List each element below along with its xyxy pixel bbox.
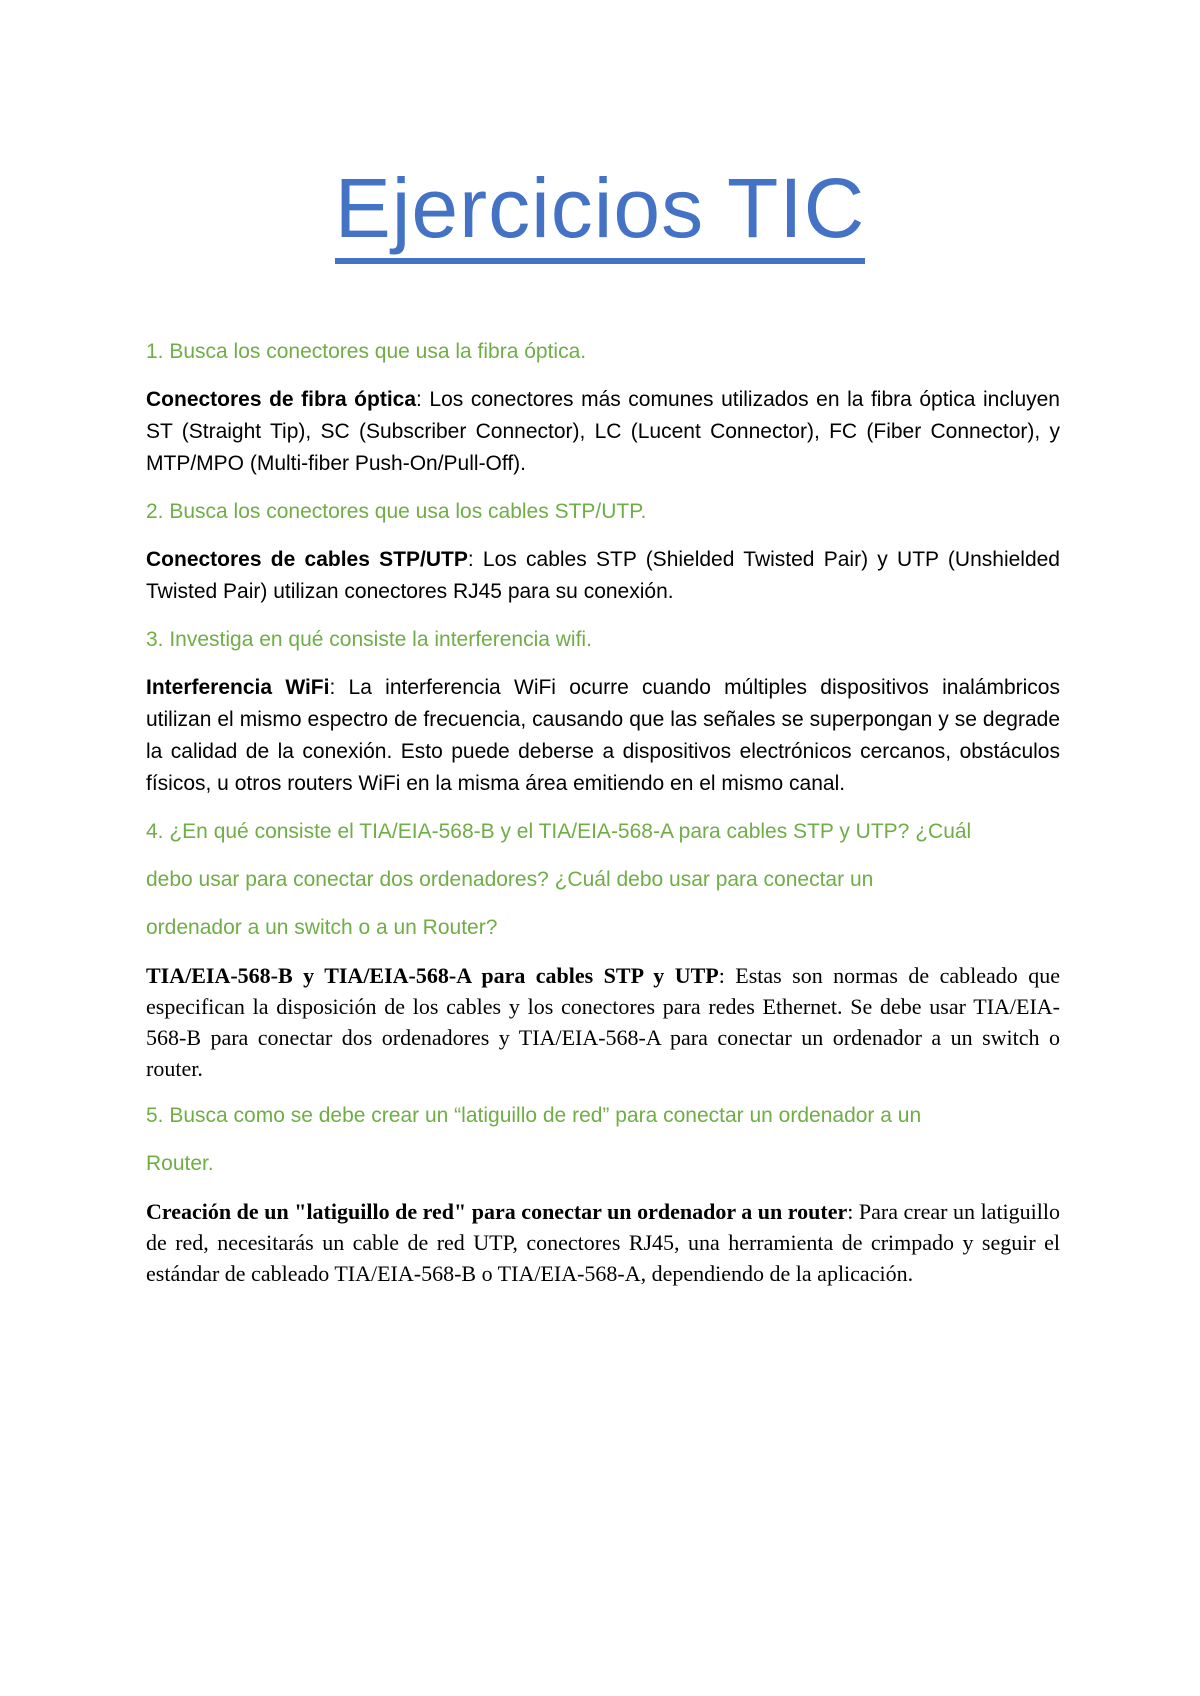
answer-2-text: : Los cables STP (Shielded Twisted Pair) y UTP (Unshielded Twisted Pair) utilizan conectores RJ45 para su conexión.: [146, 548, 1060, 603]
question-2: 2. Busca los conectores que usa los cables STP/UTP.: [146, 500, 647, 523]
answer-2: [146, 544, 1060, 608]
document-title: [0, 160, 1200, 264]
question-5-line-1: 5. Busca como se debe crear un “latiguillo de red” para conectar un ordenador a un: [146, 1104, 922, 1127]
answer-1-term: Conectores de fibra óptica: [146, 388, 417, 411]
question-4-line-2: debo usar para conectar dos ordenadores? ¿Cuál debo usar para conectar un: [146, 868, 874, 891]
document-body: [146, 336, 1060, 1305]
answer-1-text: : Los conectores más comunes utilizados en la fibra óptica incluyen ST (Straight Tip), SC (Subscriber Connector), LC (Lucent Connector), FC (Fiber Connector), y MTP/MPO (Multi-fiber Push-On/Pull-Off).: [146, 388, 1060, 475]
question-5-line-2: Router.: [146, 1152, 214, 1175]
answer-5-text: : Para crear un latiguillo de red, necesitarás un cable de red UTP, conectores RJ45, una herramienta de crimpado y seguir el estándar de cableado TIA/EIA-568-B o TIA/EIA-568-A, dependiendo de la aplicación.: [146, 1199, 1061, 1286]
answer-3-text: : La interferencia WiFi ocurre cuando múltiples dispositivos inalámbricos utilizan el mismo espectro de frecuencia, causando que las señales se superpongan y se degrade la calidad de la conexión. Esto puede deberse a dispositivos electrónicos cercanos, obstáculos físicos, u otros routers WiFi en la misma área emitiendo en el mismo canal.: [146, 676, 1060, 795]
answer-1: [146, 384, 1060, 480]
answer-5: [146, 1196, 1060, 1289]
answer-3: [146, 672, 1060, 800]
answer-3-term: Interferencia WiFi: [146, 676, 330, 699]
answer-2-term: Conectores de cables STP/UTP: [146, 548, 468, 571]
answer-5-term: Creación de un "latiguillo de red" para conectar un ordenador a un router: [146, 1199, 848, 1224]
answer-4-term: TIA/EIA-568-B y TIA/EIA-568-A para cables STP y UTP: [146, 963, 719, 988]
answer-4: [146, 960, 1060, 1084]
document-title-text: Ejercicios TIC: [335, 160, 866, 264]
question-1: 1. Busca los conectores que usa la fibra óptica.: [146, 340, 587, 363]
answer-4-text: : Estas son normas de cableado que especifican la disposición de los cables y los conectores para redes Ethernet. Se debe usar TIA/EIA-568-B para conectar dos ordenadores y TIA/EIA-568-A para conectar un ordenador a un switch o router.: [146, 963, 1061, 1081]
question-4-line-1: 4. ¿En qué consiste el TIA/EIA-568-B y el TIA/EIA-568-A para cables STP y UTP? ¿Cuál: [146, 820, 972, 843]
question-3: 3. Investiga en qué consiste la interferencia wifi.: [146, 628, 592, 651]
question-4-line-3: ordenador a un switch o a un Router?: [146, 916, 498, 939]
